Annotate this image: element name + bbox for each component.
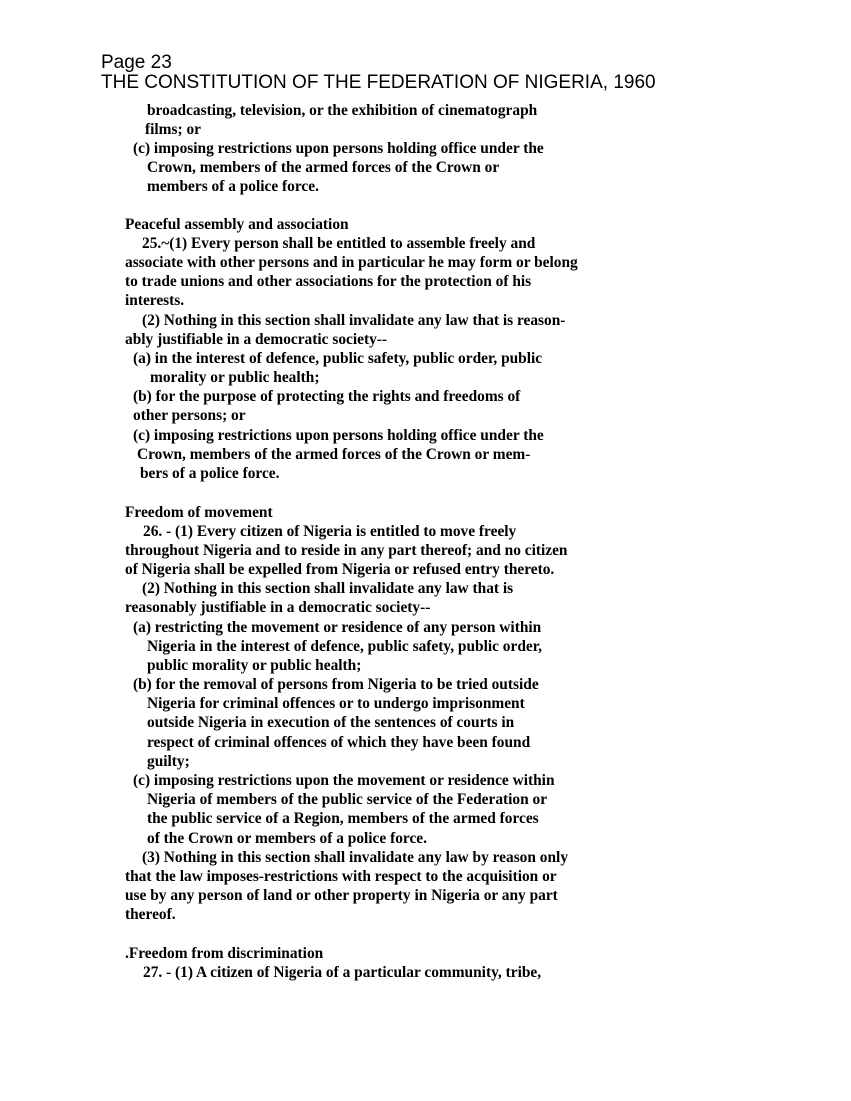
text-line: (a) in the interest of defence, public safety, public order, public (133, 350, 543, 367)
section-heading: .Freedom from discrimination (125, 945, 324, 962)
text-line: reasonably justifiable in a democratic society-- (125, 599, 431, 616)
text-line: public morality or public health; (147, 657, 362, 674)
text-line: (c) imposing restrictions upon the movement or residence within (133, 772, 555, 789)
text-line: of the Crown or members of a police force. (147, 830, 427, 847)
text-line: associate with other persons and in particular he may form or belong (125, 254, 578, 271)
section-heading: Peaceful assembly and association (125, 216, 349, 233)
text-line: outside Nigeria in execution of the sentences of courts in (147, 714, 515, 731)
text-line: 26. - (1) Every citizen of Nigeria is entitled to move freely (143, 523, 517, 540)
text-line: other persons; or (133, 407, 246, 424)
text-line: morality or public health; (150, 369, 320, 386)
text-line: (b) for the removal of persons from Nigeria to be tried outside (133, 676, 539, 693)
text-line: Nigeria of members of the public service of the Federation or (147, 791, 548, 808)
text-line: respect of criminal offences of which they have been found (147, 734, 531, 751)
text-line: Crown, members of the armed forces of the Crown or (147, 159, 500, 176)
text-line: (2) Nothing in this section shall invalidate any law that is (142, 580, 514, 597)
text-line: thereof. (125, 906, 176, 923)
text-line: 25.~(1) Every person shall be entitled to assemble freely and (142, 235, 536, 252)
text-line: use by any person of land or other property in Nigeria or any part (125, 887, 558, 904)
text-line: to trade unions and other associations for the protection of his (125, 273, 532, 290)
text-line: (2) Nothing in this section shall invalidate any law that is reason- (142, 312, 566, 329)
text-line: that the law imposes-restrictions with respect to the acquisition or (125, 868, 557, 885)
text-line: ably justifiable in a democratic society-- (125, 331, 388, 348)
text-line: broadcasting, television, or the exhibition of cinematograph (147, 102, 538, 119)
document-title: THE CONSTITUTION OF THE FEDERATION OF NIGERIA, 1960 (101, 72, 656, 93)
text-line: (b) for the purpose of protecting the rights and freedoms of (133, 388, 521, 405)
text-line: films; or (145, 121, 201, 138)
text-line: guilty; (147, 753, 190, 770)
text-line: Crown, members of the armed forces of the Crown or mem- (137, 446, 531, 463)
text-line: members of a police force. (147, 178, 319, 195)
text-line: Nigeria in the interest of defence, public safety, public order, (147, 638, 542, 655)
text-line: 27. - (1) A citizen of Nigeria of a particular community, tribe, (143, 964, 542, 981)
text-line: Nigeria for criminal offences or to undergo imprisonment (147, 695, 525, 712)
text-line: interests. (125, 292, 185, 309)
text-line: throughout Nigeria and to reside in any part thereof; and no citizen (125, 542, 568, 559)
page-number: Page 23 (101, 52, 172, 73)
text-line: (c) imposing restrictions upon persons holding office under the (133, 140, 544, 157)
text-line: (3) Nothing in this section shall invalidate any law by reason only (142, 849, 569, 866)
text-line: the public service of a Region, members of the armed forces (147, 810, 539, 827)
text-line: (c) imposing restrictions upon persons holding office under the (133, 427, 544, 444)
text-line: of Nigeria shall be expelled from Nigeria or refused entry thereto. (125, 561, 555, 578)
text-line: bers of a police force. (140, 465, 280, 482)
text-line: (a) restricting the movement or residence of any person within (133, 619, 542, 636)
section-heading: Freedom of movement (125, 504, 273, 521)
